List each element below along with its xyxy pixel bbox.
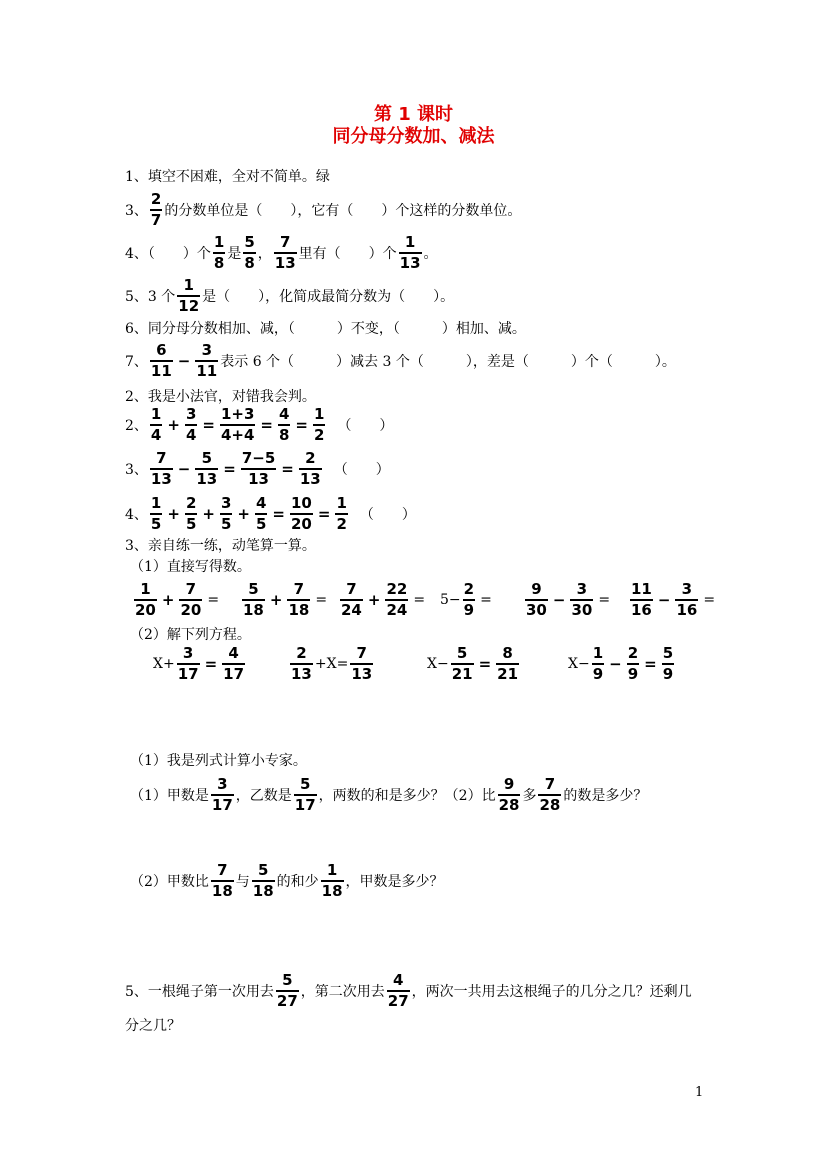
- fraction: $\frac{5}{13}$: [196, 449, 218, 488]
- equation-1: X+ $\frac{3}{17}$ = $\frac{4}{17}$: [153, 644, 245, 683]
- fraction: $\frac{7}{24}$: [341, 580, 362, 619]
- fraction: $\frac{7-5}{13}$: [241, 449, 276, 488]
- fraction: $\frac{7}{28}$: [539, 775, 561, 814]
- fraction: $\frac{4}{8}$: [278, 405, 290, 444]
- fraction: $\frac{22}{24}$: [386, 580, 408, 619]
- fraction: $\frac{2}{13}$: [299, 449, 321, 488]
- q4-item-2: （2）甲数比 $\frac{7}{18}$ 与 $\frac{5}{18}$ 的和少 $\frac{1}{18}$ ，甲数是多少？: [130, 861, 444, 900]
- fraction: $\frac{9}{30}$: [526, 580, 547, 619]
- fraction: $\frac{3}{11}$: [196, 341, 218, 380]
- fraction: $\frac{1}{2}$: [314, 405, 325, 444]
- equation-3: X− $\frac{5}{21}$ = $\frac{8}{21}$: [427, 644, 519, 683]
- section-4-heading: （1）我是列式计算小专家。: [130, 753, 307, 769]
- fraction: $\frac{10}{20}$: [290, 494, 312, 533]
- fraction: $\frac{1}{2}$: [336, 494, 347, 533]
- q5-line-2: 分之几？: [125, 1018, 181, 1034]
- fraction: $\frac{2}{9}$: [463, 580, 475, 619]
- section-2-heading: 2、我是小法官，对错我会判。: [125, 389, 316, 405]
- fraction: $\frac{6}{11}$: [150, 341, 172, 380]
- fraction: $\frac{1}{5}$: [150, 494, 162, 533]
- fraction: $\frac{7}{18}$: [288, 580, 310, 619]
- page-number: 1: [695, 1085, 704, 1100]
- judge-blank: （ ）: [359, 507, 416, 523]
- fraction: $\frac{7}{13}$: [274, 233, 296, 272]
- calc-item-4: 5− $\frac{2}{9}$ =: [440, 580, 492, 619]
- fraction: $\frac{4}{5}$: [255, 494, 267, 533]
- fraction: $\frac{4}{17}$: [223, 644, 245, 683]
- section-3-heading: 3、亲自练一练，动笔算一算。: [125, 538, 316, 554]
- q1-item-6: 6、同分母分数相加、减，（ ）不变，（ ）相加、减。: [125, 321, 526, 337]
- fraction: $\frac{2}{7}$: [150, 190, 162, 229]
- fraction: $\frac{3}{5}$: [220, 494, 232, 533]
- fraction: $\frac{5}{21}$: [451, 644, 473, 683]
- fraction: $\frac{3}{4}$: [185, 405, 197, 444]
- fraction: $\frac{3}{17}$: [177, 644, 199, 683]
- fraction: $\frac{5}{8}$: [244, 233, 255, 272]
- calc-item-3: $\frac{7}{24}$ + $\frac{22}{24}$ =: [341, 580, 426, 619]
- fraction: $\frac{1}{13}$: [399, 233, 421, 272]
- fraction: $\frac{3}{16}$: [676, 580, 698, 619]
- fraction: $\frac{11}{16}$: [631, 580, 652, 619]
- q2-item-3: 3、 $\frac{7}{13}$ − $\frac{5}{13}$ = $\frac{7-5}{13}$ = $\frac{2}{13}$ （ ）: [125, 449, 390, 488]
- q2-item-4: 4、 $\frac{1}{5}$ + $\frac{2}{5}$ + $\frac{3}{5}$ + $\frac{4}{5}$ = $\frac{10}{20}$ = $\frac{1}{2}$ （ ）: [125, 494, 416, 533]
- lesson-title: 同分母分数加、减法: [332, 126, 495, 147]
- fraction: $\frac{1+3}{4+4}$: [220, 405, 255, 444]
- q1-item-4: 4、（ ）个 $\frac{1}{8}$ 是 $\frac{5}{8}$ ， $\frac{7}{13}$ 里有（ ）个 $\frac{1}{13}$ 。: [125, 233, 438, 272]
- judge-blank: （ ）: [337, 418, 394, 434]
- q1-item-7: 7、 $\frac{6}{11}$ − $\frac{3}{11}$ 表示 6 个（ ）减去 3 个（ ），差是（ ）个（ ）。: [125, 341, 676, 380]
- fraction: $\frac{5}{18}$: [252, 861, 274, 900]
- fraction: $\frac{3}{30}$: [571, 580, 593, 619]
- judge-blank: （ ）: [333, 462, 390, 478]
- fraction: $\frac{2}{5}$: [185, 494, 197, 533]
- fraction: $\frac{3}{17}$: [211, 775, 233, 814]
- fraction: $\frac{2}{13}$: [291, 644, 312, 683]
- fraction: $\frac{5}{27}$: [276, 971, 298, 1010]
- fraction: $\frac{5}{9}$: [662, 644, 674, 683]
- fraction: $\frac{1}{4}$: [150, 405, 162, 444]
- fraction: $\frac{9}{28}$: [498, 775, 520, 814]
- fraction: $\frac{4}{27}$: [387, 971, 409, 1010]
- calc-item-6: $\frac{11}{16}$ − $\frac{3}{16}$ =: [631, 580, 716, 619]
- sub-heading-direct: （1）直接写得数。: [130, 559, 251, 575]
- fraction: $\frac{8}{21}$: [497, 644, 519, 683]
- q1-item-5: 5、3 个 $\frac{1}{12}$ 是（ ），化简成最简分数为（ ）。: [125, 276, 455, 315]
- q1-item-3: 3、 $\frac{2}{7}$ 的分数单位是（ ），它有（ ）个这样的分数单位。: [125, 190, 522, 229]
- q2-item-2: 2、 $\frac{1}{4}$ + $\frac{3}{4}$ = $\frac{1+3}{4+4}$ = $\frac{4}{8}$ = $\frac{1}{2}$ （ ）: [125, 405, 394, 444]
- fraction: $\frac{7}{18}$: [211, 861, 233, 900]
- fraction: $\frac{7}{13}$: [150, 449, 172, 488]
- fraction: $\frac{7}{13}$: [351, 644, 373, 683]
- q5-line-1: 5、一根绳子第一次用去 $\frac{5}{27}$ ，第二次用去 $\frac{4}{27}$ ，两次一共用去这根绳子的几分之几？还剩几: [125, 971, 692, 1010]
- calc-item-2: $\frac{5}{18}$ + $\frac{7}{18}$ =: [243, 580, 328, 619]
- fraction: $\frac{1}{9}$: [592, 644, 604, 683]
- fraction: $\frac{1}{20}$: [135, 580, 156, 619]
- lesson-number: 第 1 课时: [373, 104, 454, 125]
- fraction: $\frac{1}{8}$: [213, 233, 225, 272]
- fraction: $\frac{1}{18}$: [321, 861, 343, 900]
- equation-4: X− $\frac{1}{9}$ − $\frac{2}{9}$ = $\frac{5}{9}$: [568, 644, 674, 683]
- calc-item-5: $\frac{9}{30}$ − $\frac{3}{30}$ =: [526, 580, 611, 619]
- fraction: $\frac{2}{9}$: [627, 644, 639, 683]
- fraction: $\frac{5}{18}$: [243, 580, 264, 619]
- fraction: $\frac{1}{12}$: [178, 276, 200, 315]
- q4-item-1: （1）甲数是 $\frac{3}{17}$ ，乙数是 $\frac{5}{17}$ ，两数的和是多少？（2）比 $\frac{9}{28}$ 多 $\frac{7}{28}$ 的数是多少？: [130, 775, 648, 814]
- section-1-heading: 1、填空不困难，全对不简单。绿: [125, 169, 330, 185]
- equation-2: $\frac{2}{13}$ +X= $\frac{7}{13}$: [291, 644, 373, 683]
- fraction: $\frac{5}{17}$: [294, 775, 316, 814]
- fraction: $\frac{7}{20}$: [180, 580, 202, 619]
- calc-item-1: $\frac{1}{20}$ + $\frac{7}{20}$ =: [135, 580, 220, 619]
- sub-heading-equations: （2）解下列方程。: [130, 627, 251, 643]
